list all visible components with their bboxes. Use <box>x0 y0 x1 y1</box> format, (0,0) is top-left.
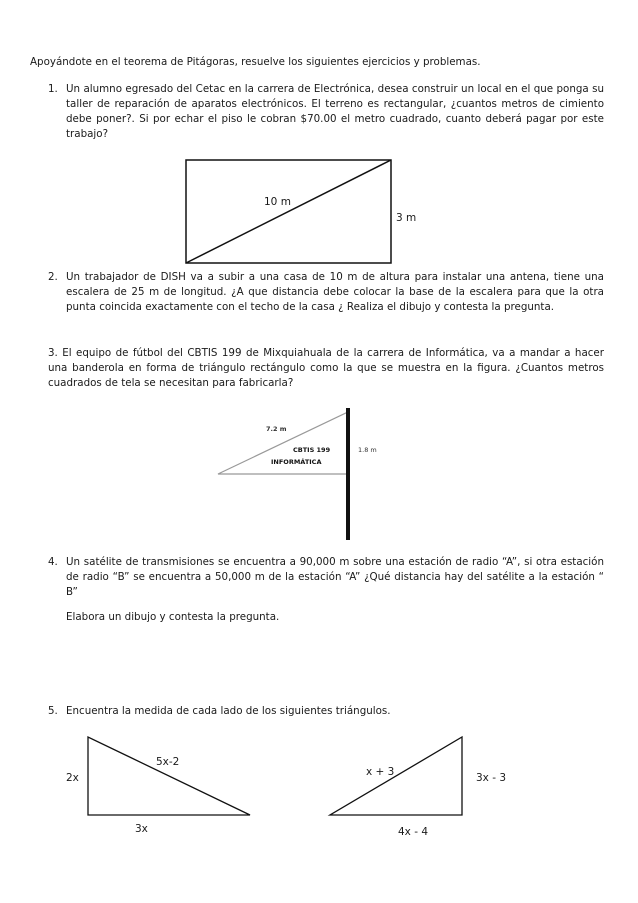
triangle-right-side-label: 3x - 3 <box>476 772 507 784</box>
problem-2-number: 2. <box>48 271 58 283</box>
problem-5-text: Encuentra la medida de cada lado de los siguientes triángulos. <box>66 705 391 717</box>
problem-3-height-label: 1.8 m <box>358 446 377 454</box>
problem-3-body: El equipo de fútbol del CBTIS 199 de Mixquiahuala de la carrera de Informática, va a mandar a hacer una banderola en forma de triángulo rectángulo como la que se muestra en la figura. ¿Cuantos metros cuadrados de tela se necesitan para fabricarla? <box>48 347 604 389</box>
problem-4-text: Un satélite de transmisiones se encuentra a 90,000 m sobre una estación de radio “A”, si otra estación de radio “B” se encuentra a 50,000 m de la estación “A” ¿Qué distancia hay del satélite a la estación “ B” <box>66 556 604 598</box>
triangle-left-hyp-label: 5x-2 <box>156 756 180 768</box>
triangle-right-hyp-label: x + 3 <box>366 766 395 778</box>
problem-1-number: 1. <box>48 83 58 95</box>
intro-text: Apoyándote en el teorema de Pitágoras, resuelve los siguientes ejercicios y problemas. <box>30 56 481 68</box>
problem-3-flag-line1: CBTIS 199 <box>293 446 331 454</box>
problem-3-flag-line2: INFORMÁTICA <box>271 458 322 466</box>
problem-1-text: Un alumno egresado del Cetac en la carrera de Electrónica, desea construir un local en el que ponga su taller de reparación de aparatos electrónicos. El terreno es rectangular, ¿cuantos metros de cimiento debe poner?. Si por echar el piso le cobran $70.00 el metro cuadrado, cuanto deberá pagar por este trabajo? <box>66 83 604 140</box>
triangle-left-base-label: 3x <box>135 823 148 835</box>
problem-3-number: 3. <box>48 347 58 359</box>
problem-3-hyp-label: 7.2 m <box>266 425 287 433</box>
problem-5-number: 5. <box>48 705 58 717</box>
problem-1-side-label: 3 m <box>396 212 417 224</box>
triangle-left-side-label: 2x <box>66 772 79 784</box>
problem-4-extra-text: Elabora un dibujo y contesta la pregunta. <box>66 611 280 623</box>
problem-4-number: 4. <box>48 556 58 568</box>
problem-1-diagonal-label: 10 m <box>264 196 291 208</box>
triangle-right-base-label: 4x - 4 <box>398 826 429 838</box>
problem-2-text: Un trabajador de DISH va a subir a una casa de 10 m de altura para instalar una antena, tiene una escalera de 25 m de longitud. ¿A que distancia debe colocar la base de la escalera para que la otra punta coincida exactamente con el techo de la casa ¿ Realiza el dibujo y contesta la pregunta. <box>66 271 604 313</box>
